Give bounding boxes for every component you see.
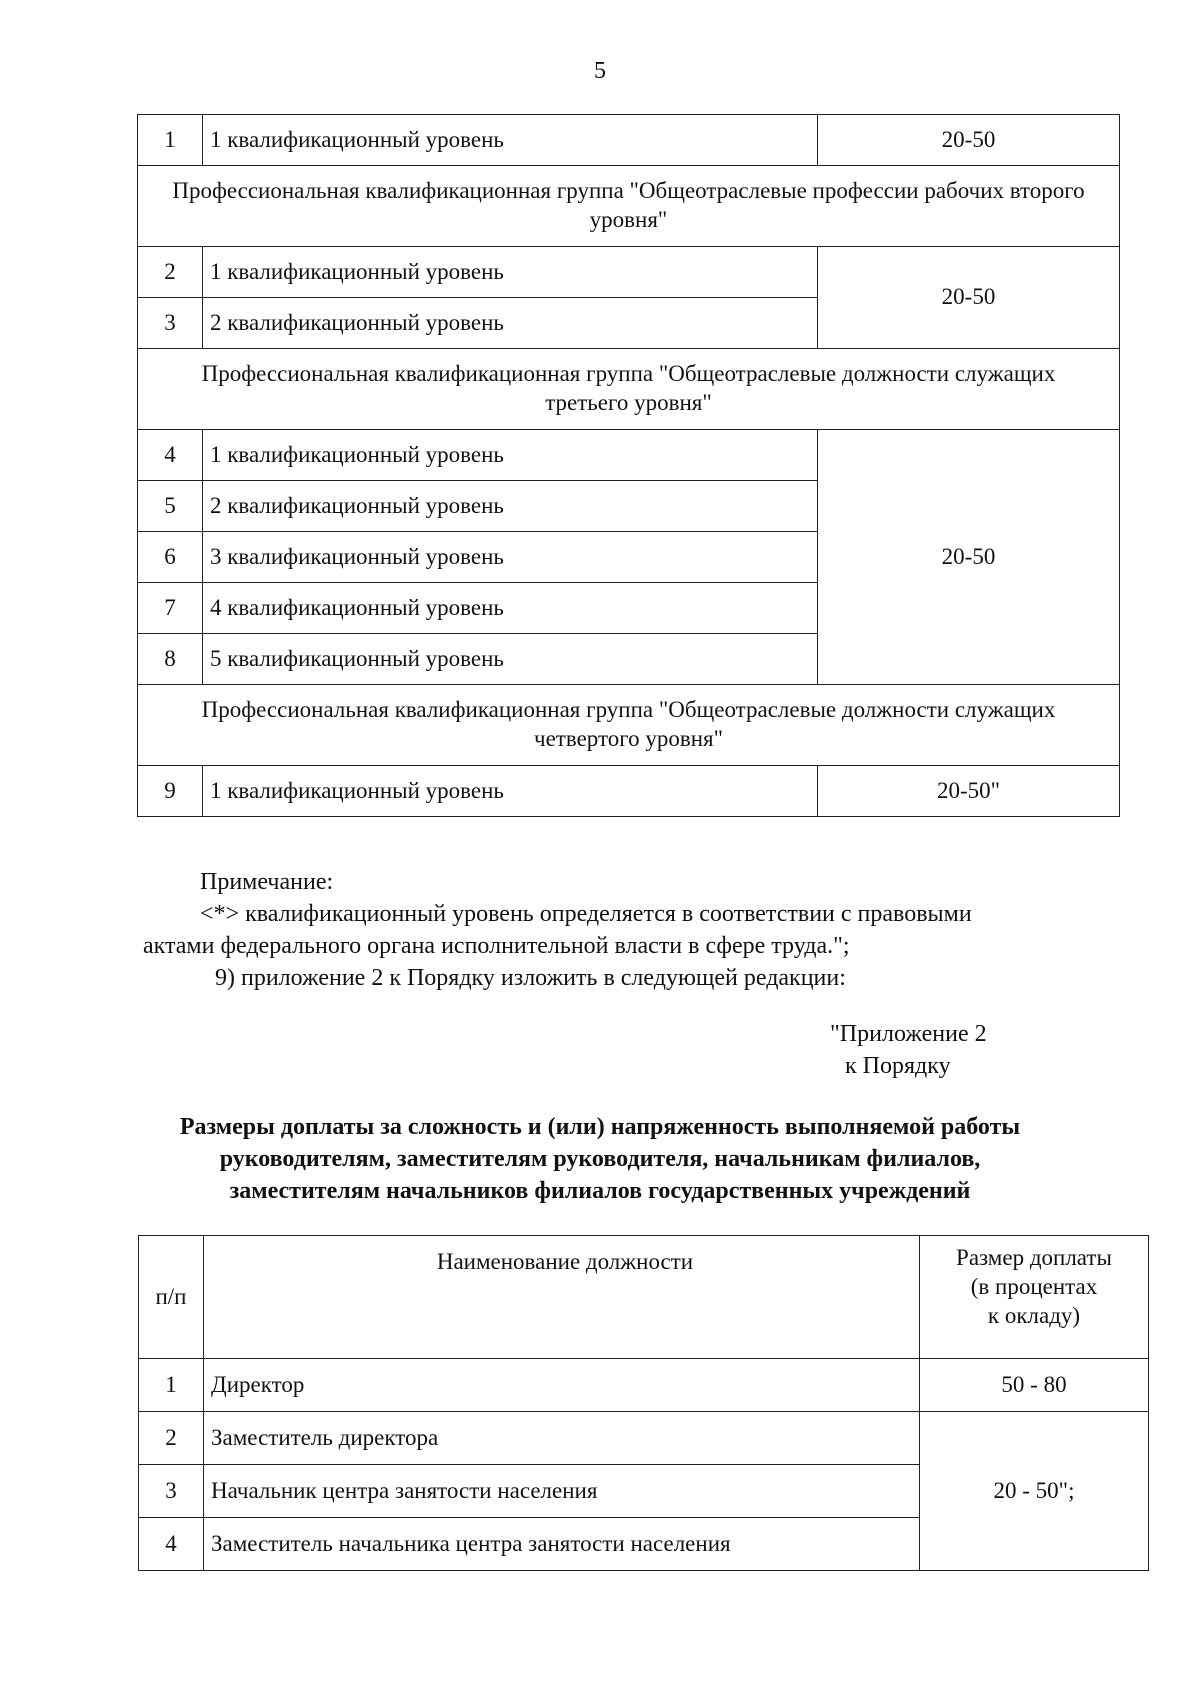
row-number: 9	[138, 766, 203, 817]
title-line-2: руководителям, заместителям руководителя, начальникам филиалов,	[219, 1146, 981, 1172]
row-number: 6	[138, 532, 203, 583]
row-name: 1 квалификационный уровень	[203, 115, 818, 166]
group-row	[138, 166, 1120, 247]
appendix-line-2: к Порядку	[845, 1053, 951, 1079]
row-name: 1 квалификационный уровень	[203, 247, 818, 298]
row-value: 20-50	[818, 430, 1120, 685]
title-line-3: заместителям начальников филиалов государственных учреждений	[229, 1178, 971, 1204]
title-line-1: Размеры доплаты за сложность и (или) напряженность выполняемой работы	[179, 1114, 1021, 1140]
header-value-line-2: (в процентах	[970, 1273, 1098, 1299]
header-name-text: Наименование должности	[436, 1249, 694, 1274]
row-name: 2 квалификационный уровень	[203, 481, 818, 532]
row-value: 20-50"	[818, 766, 1120, 817]
note-line-1: <*> квалификационный уровень определяется в соответствии с правовыми	[200, 901, 972, 927]
row-value: 50 - 80	[920, 1359, 1149, 1412]
qualification-table	[137, 114, 1120, 817]
row-number: 3	[138, 298, 203, 349]
page-number: 5	[594, 58, 606, 84]
row-name: Заместитель директора	[204, 1412, 920, 1465]
row-number: 7	[138, 583, 203, 634]
table-row	[138, 766, 1120, 817]
position-table	[138, 1235, 1149, 1571]
row-number: 1	[139, 1359, 204, 1412]
row-name: 3 квалификационный уровень	[203, 532, 818, 583]
header-num: п/п	[139, 1236, 204, 1359]
appendix-line-1: "Приложение 2	[830, 1021, 987, 1047]
row-value: 20 - 50";	[920, 1412, 1149, 1571]
group-row	[138, 685, 1120, 766]
note-line-3: 9) приложение 2 к Порядку изложить в следующей редакции:	[215, 965, 846, 991]
row-number: 8	[138, 634, 203, 685]
row-name: 5 квалификационный уровень	[203, 634, 818, 685]
row-number: 4	[138, 430, 203, 481]
row-name: Директор	[204, 1359, 920, 1412]
row-name: 1 квалификационный уровень	[203, 766, 818, 817]
row-value: 20-50	[818, 115, 1120, 166]
note-heading: Примечание:	[200, 869, 334, 895]
group-title: Профессиональная квалификационная группа "Общеотраслевые должности служащих третьего уровня"	[138, 349, 1120, 430]
row-name: 4 квалификационный уровень	[203, 583, 818, 634]
table-row	[139, 1412, 1149, 1465]
row-name: Заместитель начальника центра занятости населения	[204, 1518, 920, 1571]
row-number: 4	[139, 1518, 204, 1571]
position-table-header	[139, 1236, 1149, 1359]
row-number: 3	[139, 1465, 204, 1518]
group-title: Профессиональная квалификационная группа "Общеотраслевые должности служащих четвертого уровня"	[138, 685, 1120, 766]
header-value-line-1: Размер доплаты	[956, 1245, 1112, 1270]
row-number: 5	[138, 481, 203, 532]
header-value-line-3: к окладу)	[987, 1302, 1081, 1328]
table-row	[138, 430, 1120, 481]
table-row	[138, 247, 1120, 298]
row-name: 1 квалификационный уровень	[203, 430, 818, 481]
group-row	[138, 349, 1120, 430]
group-title: Профессиональная квалификационная группа "Общеотраслевые профессии рабочих второго уровня"	[138, 166, 1120, 247]
header-value	[920, 1236, 1149, 1359]
table-row	[139, 1359, 1149, 1412]
document-title	[0, 1111, 1200, 1207]
qualification-table-body	[138, 115, 1120, 817]
table-row	[138, 115, 1120, 166]
row-value: 20-50	[818, 247, 1120, 349]
row-number: 2	[138, 247, 203, 298]
row-number: 2	[139, 1412, 204, 1465]
row-number: 1	[138, 115, 203, 166]
header-name	[204, 1236, 920, 1359]
row-name: 2 квалификационный уровень	[203, 298, 818, 349]
row-name: Начальник центра занятости населения	[204, 1465, 920, 1518]
position-table-body	[139, 1236, 1149, 1571]
note-line-2: актами федерального органа исполнительной власти в сфере труда.";	[143, 933, 850, 959]
